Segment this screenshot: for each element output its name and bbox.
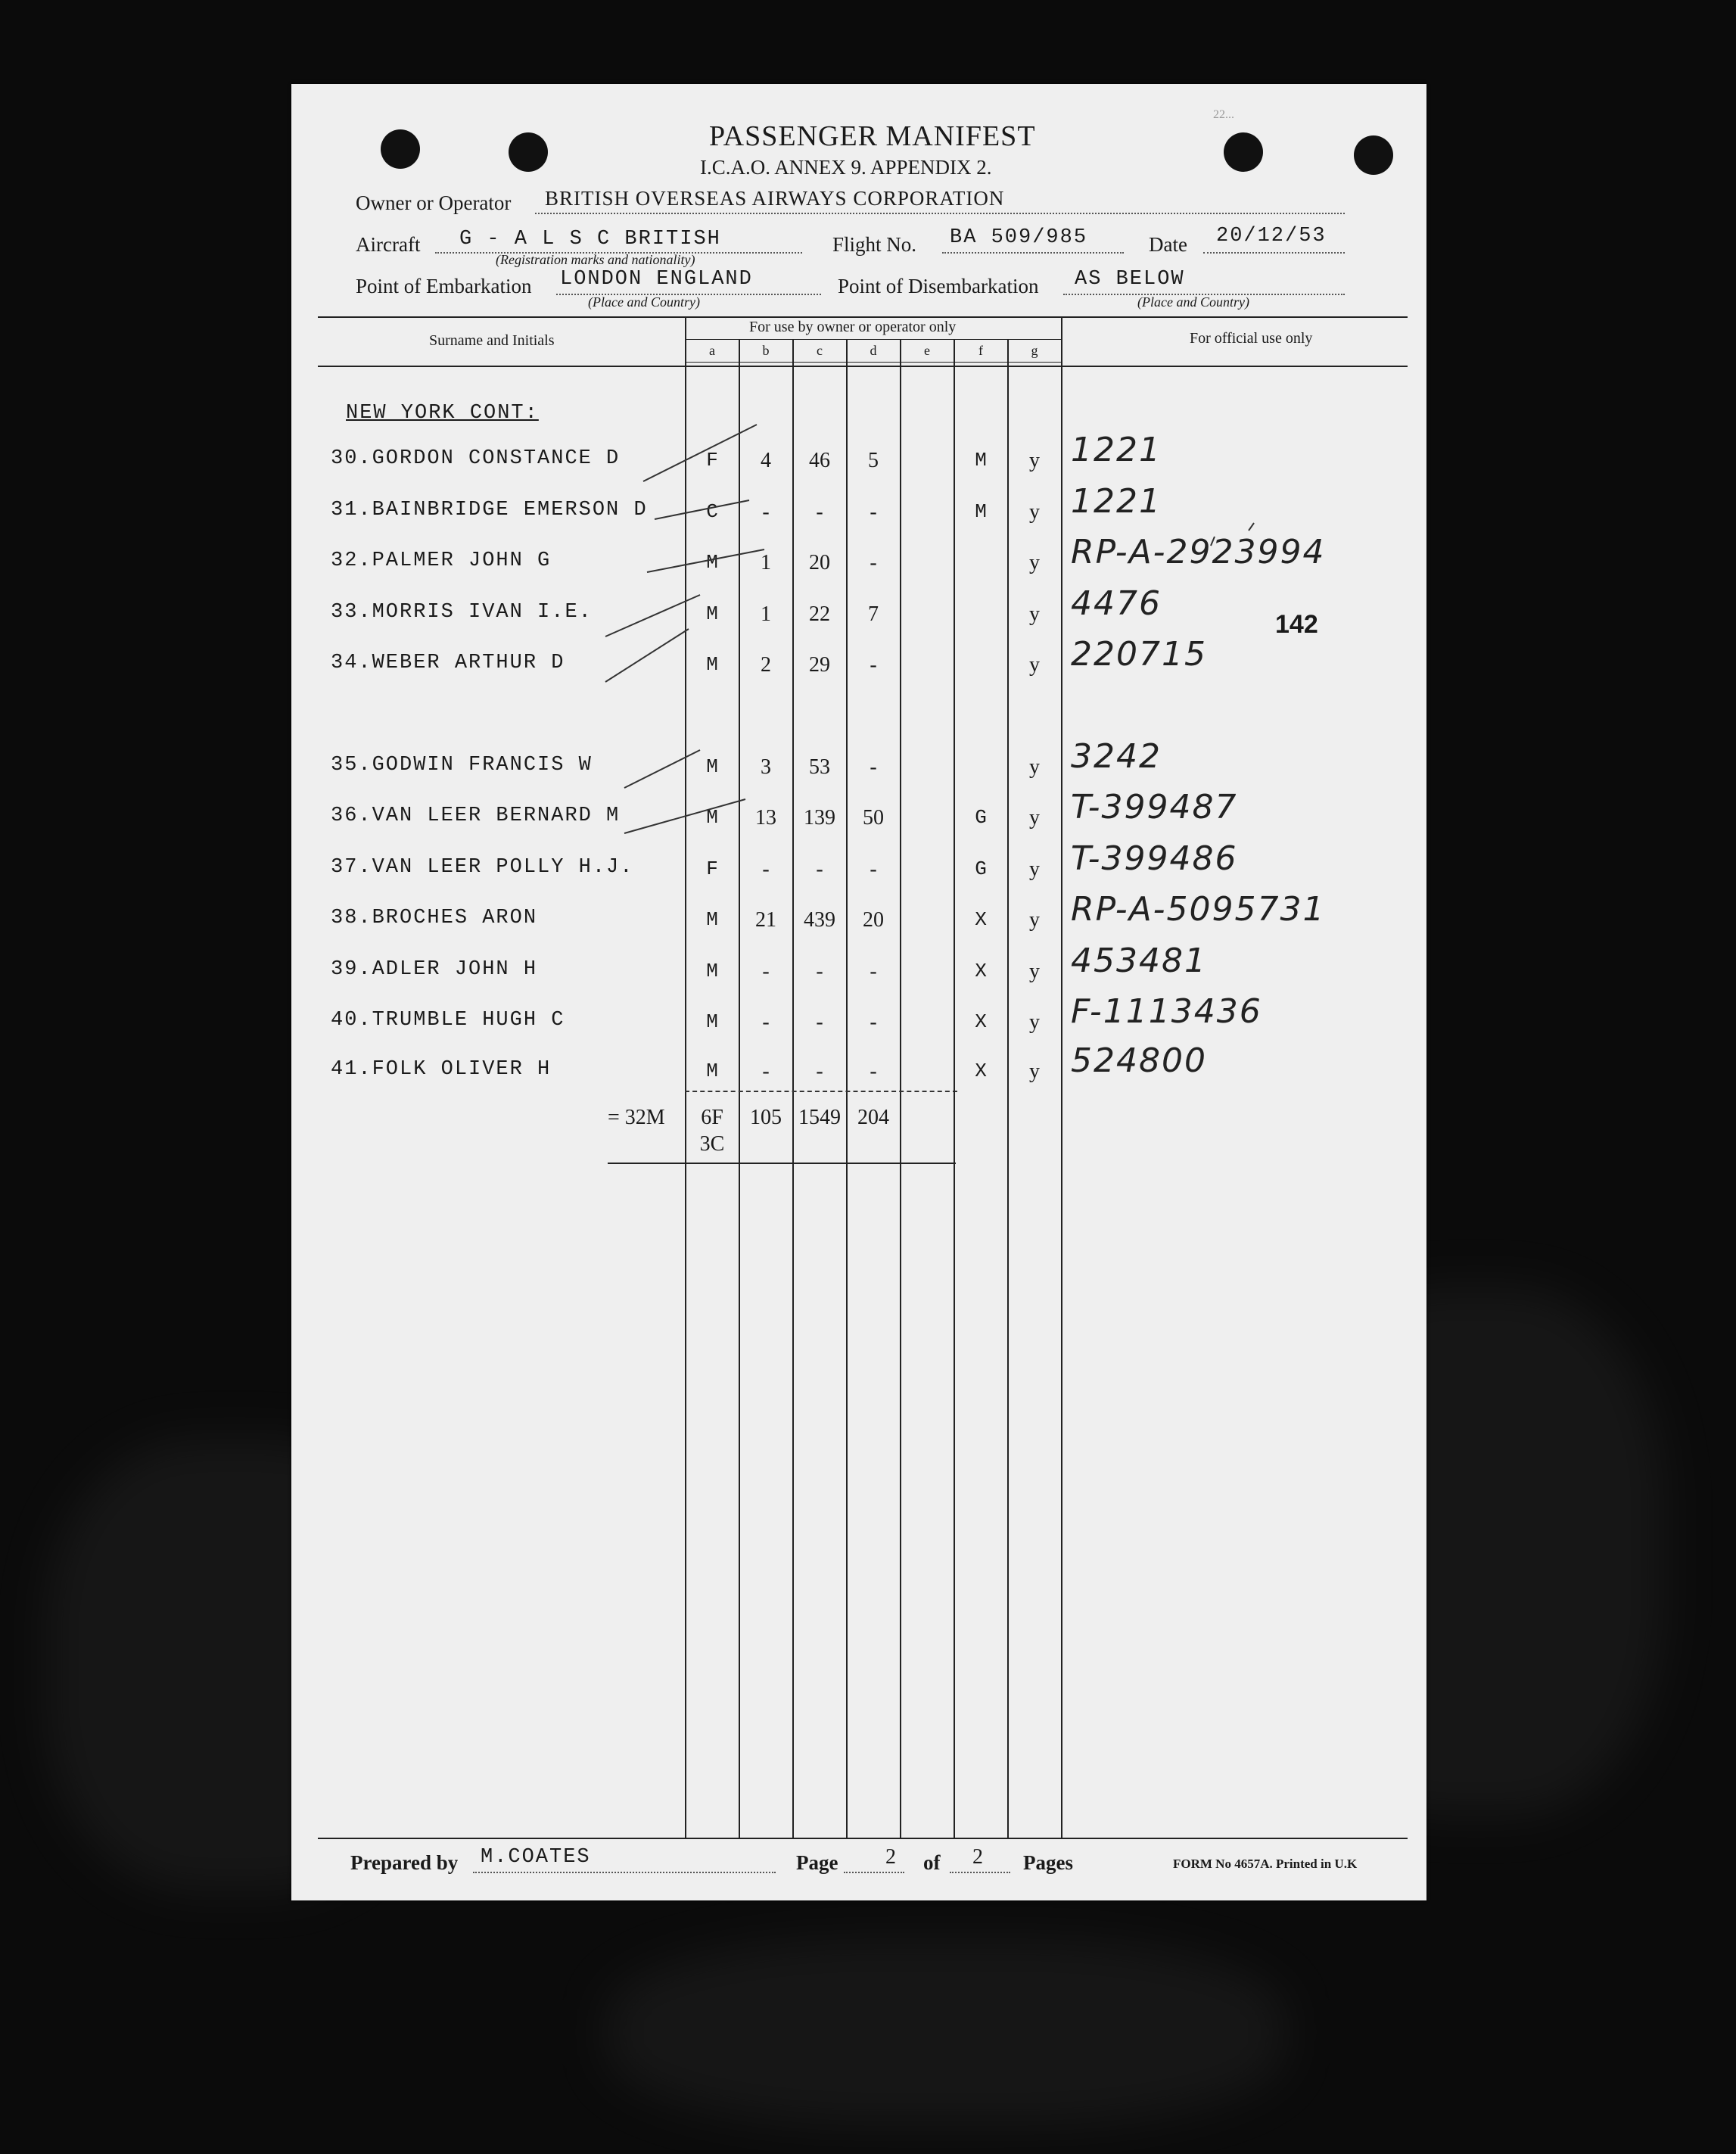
cell-g: y xyxy=(1029,755,1040,779)
embarkation-note: (Place and Country) xyxy=(588,294,700,310)
of-value: 2 xyxy=(972,1845,983,1869)
disembarkation-value: AS BELOW xyxy=(1075,268,1185,291)
passenger-name: 40.TRUMBLE HUGH C xyxy=(331,1009,565,1032)
cell-a: M xyxy=(706,602,718,625)
cell-f: X xyxy=(975,1010,987,1033)
passenger-name: 31.BAINBRIDGE EMERSON D xyxy=(331,499,648,521)
official-number: 524800 xyxy=(1071,1041,1207,1080)
owner-label: Owner or Operator xyxy=(356,191,512,214)
cell-f: X xyxy=(975,1060,987,1082)
cell-c: 22 xyxy=(809,602,830,626)
column-header-name: Surname and Initials xyxy=(429,332,555,349)
column-letter-e: e xyxy=(924,343,930,358)
cell-c: 139 xyxy=(804,806,835,830)
cell-g: y xyxy=(1029,551,1040,574)
cell-c: - xyxy=(816,960,823,983)
official-number: 4476 xyxy=(1071,584,1162,623)
column-letter-g: g xyxy=(1031,343,1038,358)
form-title: PASSENGER MANIFEST xyxy=(709,120,1036,152)
cell-a: M xyxy=(706,960,718,982)
cell-c: 29 xyxy=(809,653,830,677)
cell-g: y xyxy=(1029,960,1040,983)
form-subtitle: I.C.A.O. ANNEX 9. APPENDIX 2. xyxy=(700,156,992,179)
passenger-name: 41.FOLK OLIVER H xyxy=(331,1058,552,1081)
totals-b: 105 xyxy=(750,1106,782,1129)
cell-c: - xyxy=(816,858,823,881)
prepared-by-label: Prepared by xyxy=(350,1851,459,1874)
cell-f: M xyxy=(975,500,987,523)
passenger-name: 39.ADLER JOHN H xyxy=(331,958,538,981)
check-marks xyxy=(291,84,1426,841)
column-letter-d: d xyxy=(870,343,877,358)
form-number: FORM No 4657A. Printed in U.K xyxy=(1173,1857,1358,1871)
cell-a: M xyxy=(706,1060,718,1082)
official-number: T-399487 xyxy=(1071,788,1238,826)
cell-g: y xyxy=(1029,602,1040,626)
cell-a: F xyxy=(706,449,718,472)
cell-a: M xyxy=(706,653,718,676)
flight-label: Flight No. xyxy=(832,233,917,256)
stamp-number: 142 xyxy=(1275,610,1318,639)
aircraft-value: G - A L S C BRITISH xyxy=(459,228,721,251)
cell-f: G xyxy=(975,858,987,880)
page-label: Page xyxy=(796,1851,838,1874)
cell-d: 20 xyxy=(863,908,884,932)
cell-g: y xyxy=(1029,1010,1040,1034)
cell-f: G xyxy=(975,806,987,829)
disembarkation-note: (Place and Country) xyxy=(1137,294,1249,310)
embarkation-label: Point of Embarkation xyxy=(356,275,532,297)
totals-d: 204 xyxy=(857,1106,889,1129)
cell-c: - xyxy=(816,1010,823,1034)
official-number: RP-A-2923994 xyxy=(1071,533,1326,571)
embarkation-value: LONDON ENGLAND xyxy=(560,268,753,291)
official-number: F-1113436 xyxy=(1071,992,1262,1031)
aircraft-label: Aircraft xyxy=(356,233,421,256)
cell-a: M xyxy=(706,755,718,778)
cell-b: 13 xyxy=(755,806,776,830)
cell-d: - xyxy=(870,1010,877,1034)
official-number: 220715 xyxy=(1071,635,1207,674)
cell-b: 1 xyxy=(761,551,771,574)
cell-a: F xyxy=(706,858,718,880)
cell-c: 53 xyxy=(809,755,830,779)
passenger-name: 35.GODWIN FRANCIS W xyxy=(331,754,593,777)
passenger-name: 30.GORDON CONSTANCE D xyxy=(331,447,621,470)
cell-c: - xyxy=(816,500,823,524)
cell-a: M xyxy=(706,1010,718,1033)
cell-g: y xyxy=(1029,908,1040,932)
page-value: 2 xyxy=(885,1845,896,1869)
column-header-operator: For use by owner or operator only xyxy=(749,319,957,335)
cell-f: X xyxy=(975,908,987,931)
cell-b: 3 xyxy=(761,755,771,779)
cell-d: - xyxy=(870,960,877,983)
cell-b: 4 xyxy=(761,449,771,472)
cell-f: X xyxy=(975,960,987,982)
totals-c: 1549 xyxy=(798,1106,841,1129)
totals-a2: 3C xyxy=(699,1132,725,1156)
cell-d: 7 xyxy=(868,602,879,626)
cell-g: y xyxy=(1029,1060,1040,1083)
passenger-name: 38.BROCHES ARON xyxy=(331,907,538,929)
date-label: Date xyxy=(1149,233,1187,256)
cell-d: - xyxy=(870,858,877,881)
cell-d: 5 xyxy=(868,449,879,472)
cell-a: M xyxy=(706,908,718,931)
cell-a: M xyxy=(706,806,718,829)
cell-d: - xyxy=(870,500,877,524)
cell-d: - xyxy=(870,653,877,677)
cell-d: - xyxy=(870,551,877,574)
cell-b: - xyxy=(762,960,770,983)
official-number: 3242 xyxy=(1071,737,1162,776)
cell-d: - xyxy=(870,1060,877,1083)
top-pencil-mark: 22... xyxy=(1213,108,1234,121)
totals-prefix: = 32M xyxy=(608,1106,665,1129)
official-number: 1221 xyxy=(1071,431,1162,469)
column-letter-b: b xyxy=(762,343,770,358)
cell-g: y xyxy=(1029,653,1040,677)
cell-f: M xyxy=(975,449,987,472)
cell-b: 1 xyxy=(761,602,771,626)
column-header-official: For official use only xyxy=(1190,330,1313,347)
cell-d: - xyxy=(870,755,877,779)
prepared-by-value: M.COATES xyxy=(481,1846,591,1869)
cell-g: y xyxy=(1029,500,1040,524)
of-label: of xyxy=(923,1851,941,1874)
cell-g: y xyxy=(1029,858,1040,881)
passenger-name: 34.WEBER ARTHUR D xyxy=(331,652,565,674)
owner-value: BRITISH OVERSEAS AIRWAYS CORPORATION xyxy=(545,187,1005,210)
cell-g: y xyxy=(1029,449,1040,472)
cell-b: - xyxy=(762,858,770,881)
column-letter-f: f xyxy=(978,343,983,358)
disembarkation-label: Point of Disembarkation xyxy=(838,275,1039,297)
cell-a: C xyxy=(706,500,718,523)
passenger-name: 32.PALMER JOHN G xyxy=(331,549,552,572)
column-letter-a: a xyxy=(709,343,715,358)
cell-c: 20 xyxy=(809,551,830,574)
column-letter-c: c xyxy=(817,343,823,358)
cell-g: y xyxy=(1029,806,1040,830)
passenger-name: 37.VAN LEER POLLY H.J. xyxy=(331,856,634,879)
cell-b: - xyxy=(762,1010,770,1034)
official-number: 1221 xyxy=(1071,482,1162,521)
cell-c: 46 xyxy=(809,449,830,472)
aircraft-note: (Registration marks and nationality) xyxy=(496,252,695,267)
totals-a1: 6F xyxy=(701,1106,723,1129)
date-value: 20/12/53 xyxy=(1216,225,1327,247)
cell-d: 50 xyxy=(863,806,884,830)
official-number: RP-A-5095731 xyxy=(1071,890,1326,929)
passenger-name: 33.MORRIS IVAN I.E. xyxy=(331,601,593,624)
flight-value: BA 509/985 xyxy=(950,226,1088,249)
pages-label: Pages xyxy=(1023,1851,1073,1874)
cell-c: 439 xyxy=(804,908,835,932)
cell-b: 2 xyxy=(761,653,771,677)
cell-a: M xyxy=(706,551,718,574)
cell-b: - xyxy=(762,500,770,524)
cell-b: - xyxy=(762,1060,770,1083)
manifest-page xyxy=(291,84,1426,1900)
official-number: 453481 xyxy=(1071,942,1207,980)
official-number: T-399486 xyxy=(1071,839,1238,878)
cell-b: 21 xyxy=(755,908,776,932)
cell-c: - xyxy=(816,1060,823,1083)
passenger-name: 36.VAN LEER BERNARD M xyxy=(331,805,621,827)
section-heading: NEW YORK CONT: xyxy=(346,402,539,425)
